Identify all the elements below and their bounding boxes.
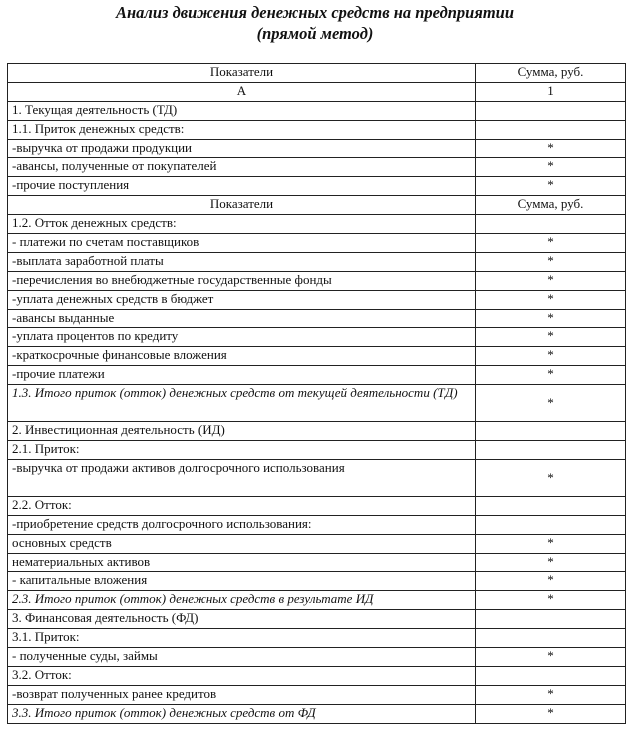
row-value xyxy=(476,120,626,139)
row-value: * xyxy=(476,685,626,704)
table-row-total-investing xyxy=(8,591,626,610)
row-value xyxy=(476,101,626,120)
table-row xyxy=(8,610,626,629)
row-label: 3.1. Приток: xyxy=(8,629,476,648)
table-row xyxy=(8,366,626,385)
row-value: * xyxy=(476,252,626,271)
row-value: * xyxy=(476,234,626,253)
row-label: -приобретение средств долгосрочного использования: xyxy=(8,515,476,534)
row-label: 2.1. Приток: xyxy=(8,441,476,460)
table-row xyxy=(8,666,626,685)
row-label: -краткосрочные финансовые вложения xyxy=(8,347,476,366)
row-value: * xyxy=(476,328,626,347)
table-row xyxy=(8,158,626,177)
row-label: нематериальных активов xyxy=(8,553,476,572)
row-value: * xyxy=(476,648,626,667)
row-label: 1.3. Итого приток (отток) денежных средств от текущей деятельности (ТД) xyxy=(8,385,476,422)
table-header-row xyxy=(8,64,626,83)
row-value: * xyxy=(476,534,626,553)
row-label: -выручка от продажи продукции xyxy=(8,139,476,158)
table-row xyxy=(8,120,626,139)
row-value: * xyxy=(476,572,626,591)
header-index-1: 1 xyxy=(476,82,626,101)
header-indicator: Показатели xyxy=(8,64,476,83)
row-label: - платежи по счетам поставщиков xyxy=(8,234,476,253)
row-label: -прочие поступления xyxy=(8,177,476,196)
row-label: 1. Текущая деятельность (ТД) xyxy=(8,101,476,120)
table-row xyxy=(8,685,626,704)
row-value xyxy=(476,610,626,629)
table-row xyxy=(8,553,626,572)
table-row xyxy=(8,496,626,515)
row-label: 1.1. Приток денежных средств: xyxy=(8,120,476,139)
table-row xyxy=(8,215,626,234)
row-value: * xyxy=(476,347,626,366)
row-value xyxy=(476,441,626,460)
row-label: 1.2. Отток денежных средств: xyxy=(8,215,476,234)
row-label: 2.2. Отток: xyxy=(8,496,476,515)
row-label: 2. Инвестиционная деятельность (ИД) xyxy=(8,422,476,441)
table-row xyxy=(8,572,626,591)
row-value: * xyxy=(476,177,626,196)
table-index-row xyxy=(8,82,626,101)
table-row-total-financing xyxy=(8,704,626,723)
header-amount: Сумма, руб. xyxy=(476,64,626,83)
title-line-2: (прямой метод) xyxy=(256,24,374,43)
row-label: -выручка от продажи активов долгосрочного использования xyxy=(8,459,476,496)
row-label: 2.3. Итого приток (отток) денежных средств в результате ИД xyxy=(8,591,476,610)
table-row xyxy=(8,422,626,441)
table-row xyxy=(8,177,626,196)
table-row xyxy=(8,139,626,158)
row-value xyxy=(476,215,626,234)
table-repeat-header-row xyxy=(8,196,626,215)
row-label: -уплата процентов по кредиту xyxy=(8,328,476,347)
table-row xyxy=(8,101,626,120)
row-value: * xyxy=(476,385,626,422)
row-value xyxy=(476,666,626,685)
row-label: -выплата заработной платы xyxy=(8,252,476,271)
row-label: 3.3. Итого приток (отток) денежных средств от ФД xyxy=(8,704,476,723)
table-row xyxy=(8,347,626,366)
row-value: * xyxy=(476,158,626,177)
row-label: -авансы, полученные от покупателей xyxy=(8,158,476,177)
cash-flow-table xyxy=(7,63,626,724)
row-value xyxy=(476,422,626,441)
repeat-header-amount: Сумма, руб. xyxy=(476,196,626,215)
table-row xyxy=(8,459,626,496)
row-label: -перечисления во внебюджетные государственные фонды xyxy=(8,271,476,290)
row-label: 3.2. Отток: xyxy=(8,666,476,685)
row-label: 3. Финансовая деятельность (ФД) xyxy=(8,610,476,629)
row-value xyxy=(476,515,626,534)
row-value xyxy=(476,496,626,515)
row-value: * xyxy=(476,271,626,290)
table-row xyxy=(8,629,626,648)
table-row-total-operating xyxy=(8,385,626,422)
header-index-a: А xyxy=(8,82,476,101)
row-value: * xyxy=(476,459,626,496)
row-label: -уплата денежных средств в бюджет xyxy=(8,290,476,309)
row-value: * xyxy=(476,553,626,572)
row-value: * xyxy=(476,366,626,385)
title-line-1: Анализ движения денежных средств на предприятии xyxy=(115,3,515,22)
table-row xyxy=(8,648,626,667)
table-row xyxy=(8,328,626,347)
table-row xyxy=(8,271,626,290)
row-value: * xyxy=(476,591,626,610)
table-row xyxy=(8,252,626,271)
row-label: -возврат полученных ранее кредитов xyxy=(8,685,476,704)
row-value: * xyxy=(476,704,626,723)
row-value: * xyxy=(476,309,626,328)
row-value xyxy=(476,629,626,648)
table-row xyxy=(8,534,626,553)
table-row xyxy=(8,290,626,309)
row-label: основных средств xyxy=(8,534,476,553)
repeat-header-indicator: Показатели xyxy=(8,196,476,215)
table-row xyxy=(8,441,626,460)
row-label: -авансы выданные xyxy=(8,309,476,328)
row-label: - полученные суды, займы xyxy=(8,648,476,667)
row-value: * xyxy=(476,290,626,309)
row-label: -прочие платежи xyxy=(8,366,476,385)
table-row xyxy=(8,515,626,534)
table-row xyxy=(8,309,626,328)
row-label: - капитальные вложения xyxy=(8,572,476,591)
table-row xyxy=(8,234,626,253)
row-value: * xyxy=(476,139,626,158)
